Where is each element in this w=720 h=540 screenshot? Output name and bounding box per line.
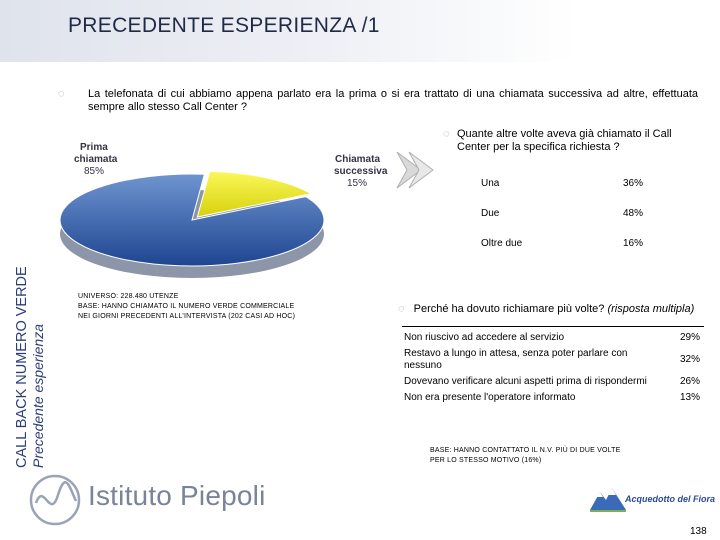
count-label: Oltre due	[481, 237, 523, 249]
base-note-1	[78, 292, 378, 322]
partner-logo-text: Acquedotto del Fiora	[625, 494, 715, 504]
count-value: 48%	[623, 207, 644, 219]
reason-label: Restavo a lungo in attesa, senza poter parlare con nessuno	[404, 348, 628, 371]
circle-bullet-icon: ◌	[398, 303, 405, 315]
reason-label: Dovevano verificare alcuni aspetti prima di rispondermi	[404, 376, 647, 387]
count-table	[477, 168, 677, 258]
circle-bullet-icon: ◌	[443, 128, 450, 140]
base-note-2-line2: PER LO STESSO MOTIVO (16%)	[430, 457, 542, 464]
chevron-arrow-icon	[395, 150, 435, 190]
reason-value: 29%	[679, 332, 700, 343]
count-value: 16%	[623, 237, 644, 249]
circle-bullet-icon: ◌	[58, 88, 65, 100]
base-note-1-line1: UNIVERSO: 228.480 UTENZE	[78, 293, 179, 300]
base-note-1-line3: NEI GIORNI PRECEDENTI ALL’INTERVISTA (202 CASI AD HOC)	[78, 313, 296, 320]
table-row	[402, 390, 702, 406]
page-number: 138	[690, 526, 707, 537]
question-1-text: La telefonata di cui abbiamo appena parlato era la prima o si era trattato di una chiamata successiva ad altre, effettuata sempre allo stesso Call Center ?	[88, 88, 698, 113]
pie-label-prima-pct: 85%	[84, 166, 105, 177]
table-row	[402, 346, 702, 374]
reason-value: 32%	[679, 354, 700, 365]
question-3-text: Perché ha dovuto richiamare più volte?	[413, 303, 605, 315]
side-title	[14, 218, 46, 468]
count-label: Due	[481, 207, 500, 219]
count-value: 36%	[623, 177, 644, 189]
question-1	[58, 88, 698, 114]
table-row	[477, 198, 677, 228]
question-2-text: Quante altre volte aveva già chiamato il Call Center per la specifica richiesta ?	[457, 128, 672, 153]
question-2	[443, 128, 703, 154]
pie-label-prima-line1: Prima	[80, 142, 108, 153]
base-note-1-line2: BASE: HANNO CHIAMATO IL NUMERO VERDE COMMERCIALE	[78, 303, 295, 310]
side-title-line2: Precedente esperienza	[30, 324, 46, 468]
mountain-logo-icon	[590, 484, 626, 512]
table-row	[477, 168, 677, 198]
table-row	[402, 330, 702, 346]
piepoli-logo-icon	[28, 473, 82, 527]
count-label: Una	[481, 177, 500, 189]
table-row	[402, 374, 702, 390]
pie-label-successiva-line2: successiva	[334, 166, 388, 177]
table-row	[477, 228, 677, 258]
page-title: PRECEDENTE ESPERIENZA /1	[68, 14, 380, 37]
question-3-note: (risposta multipla)	[607, 303, 695, 315]
pie-chart	[60, 140, 388, 285]
pie-label-successiva-line1: Chiamata	[335, 154, 381, 165]
base-note-2-line1: BASE: HANNO CONTATTATO IL N.V. PIÙ DI DUE VOLTE	[430, 447, 621, 454]
reason-label: Non era presente l'operatore informato	[404, 392, 576, 403]
reasons-table	[402, 330, 702, 406]
side-title-line1: CALL BACK NUMERO VERDE	[14, 266, 30, 468]
pie-label-successiva-pct: 15%	[347, 178, 368, 189]
reason-label: Non riuscivo ad accedere al servizio	[404, 332, 565, 343]
reasons-top-rule	[402, 326, 704, 327]
base-note-2	[430, 446, 690, 466]
pie-label-prima-line2: chiamata	[74, 154, 118, 165]
reason-value: 26%	[679, 376, 700, 387]
logo-text: Istituto Piepoli	[88, 480, 266, 511]
question-3	[398, 303, 718, 315]
reason-value: 13%	[679, 392, 700, 403]
